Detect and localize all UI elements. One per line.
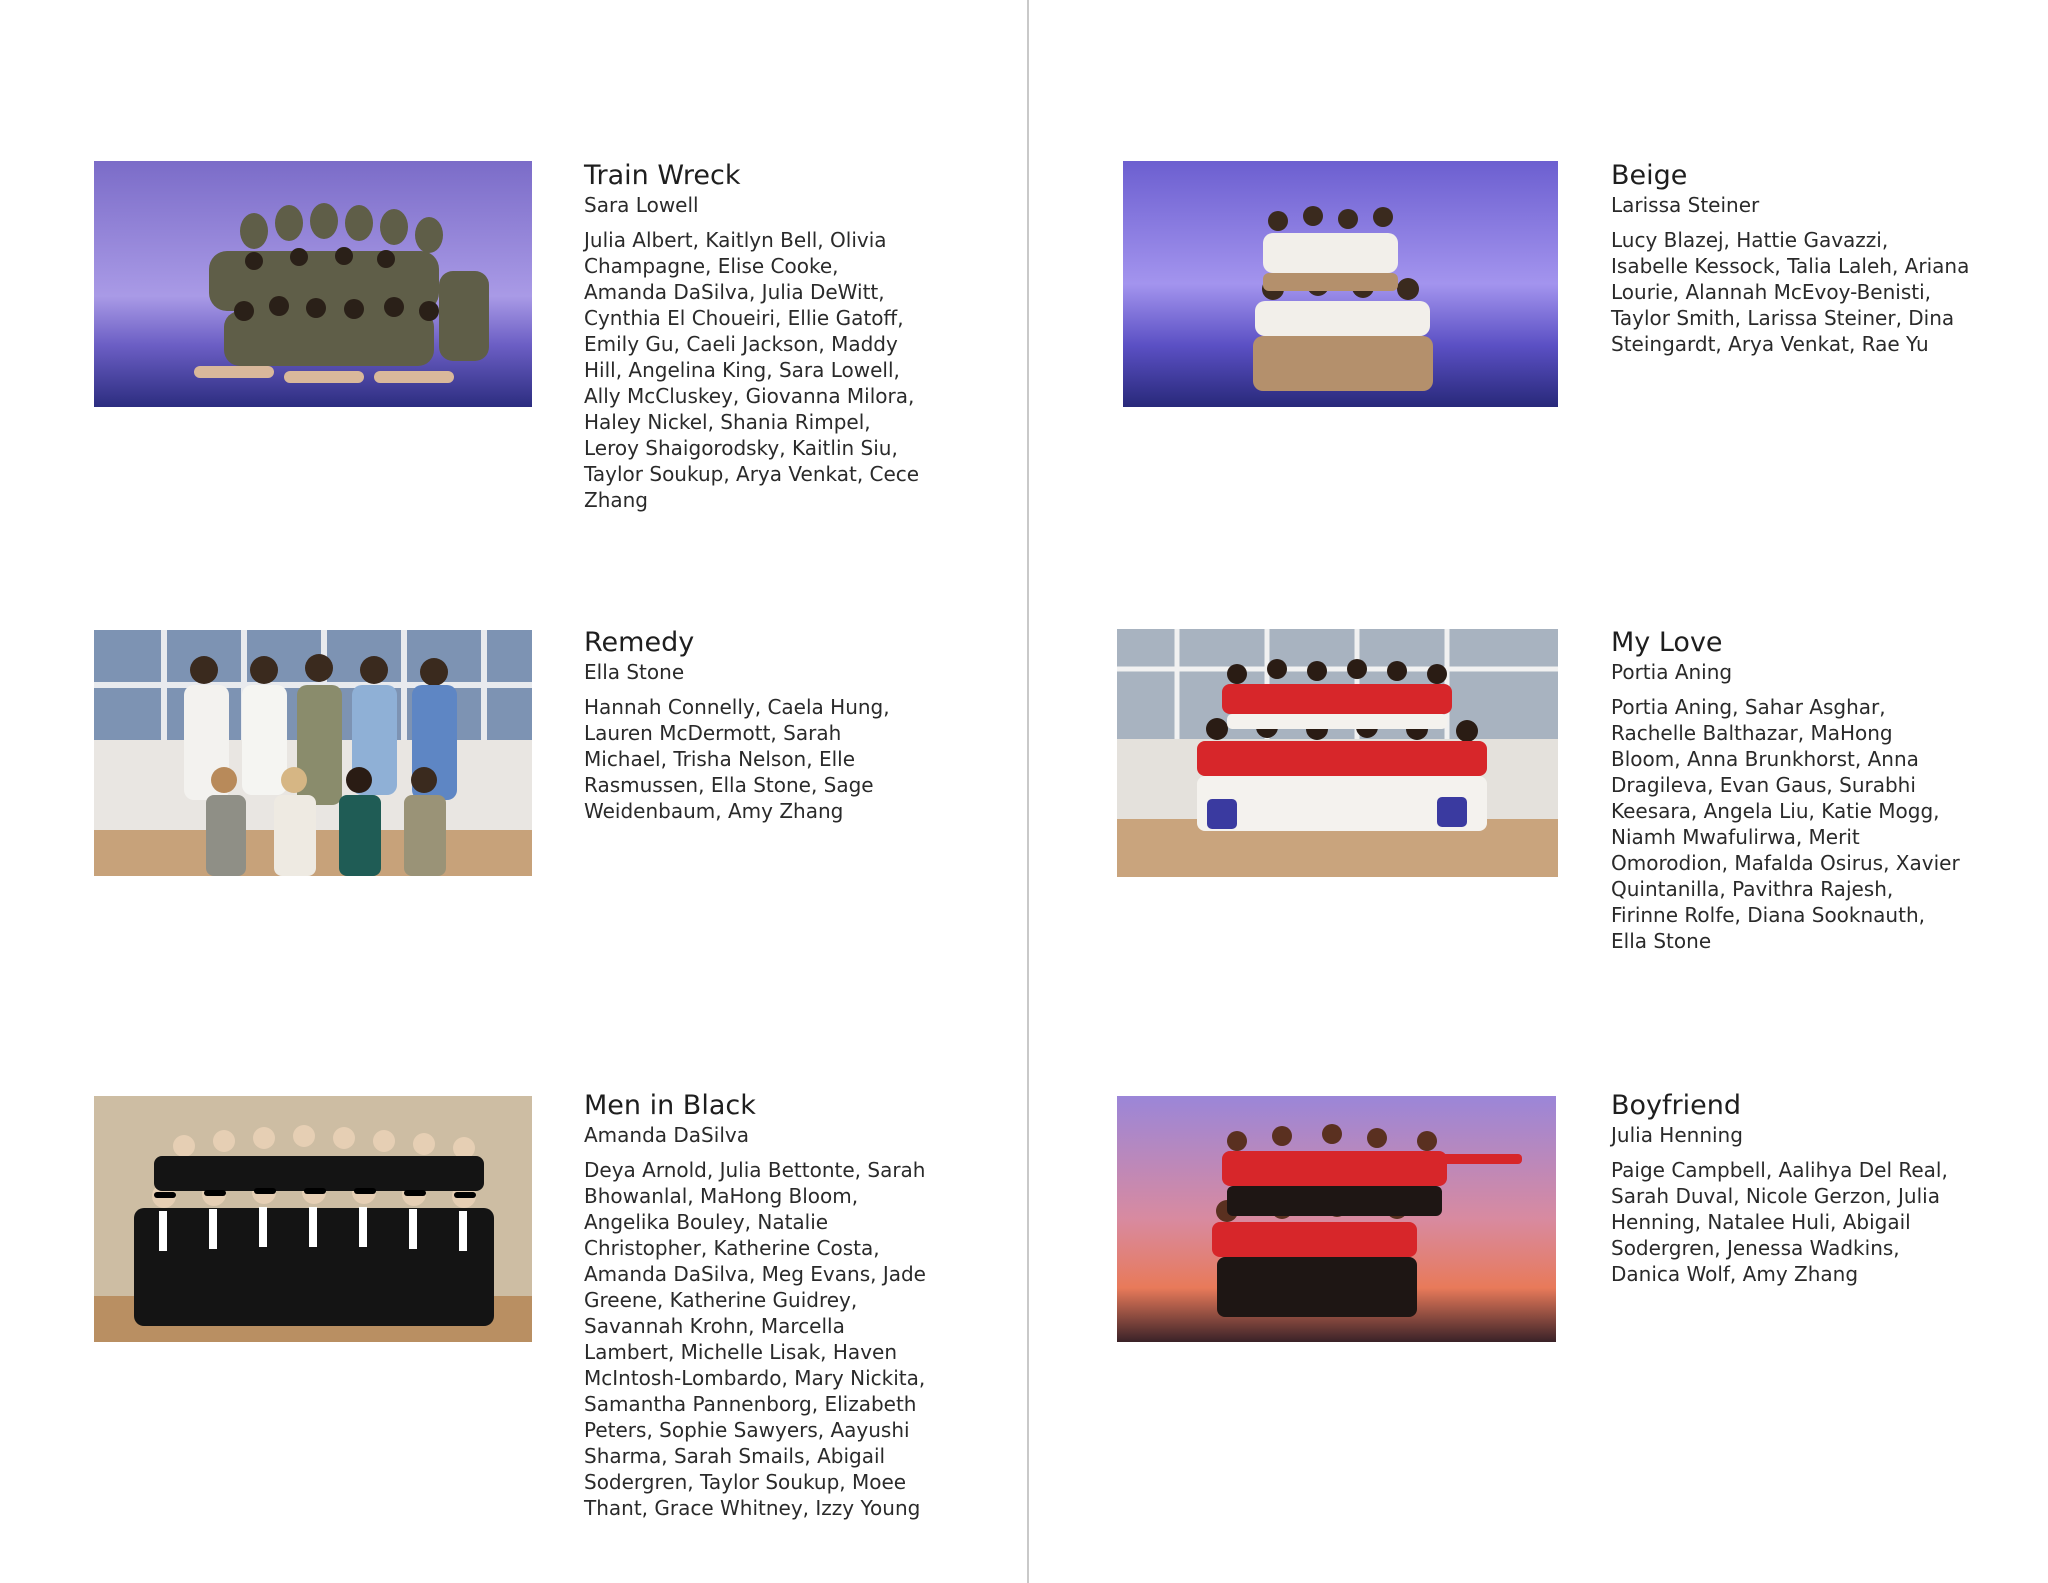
- dance-title: My Love: [1611, 627, 1723, 658]
- cast-list: Hannah Connelly, Caela Hung, Lauren McDermott, Sarah Michael, Trisha Nelson, Elle Rasmussen, Ella Stone, Sage Weidenbaum, Amy Zhang: [584, 695, 890, 823]
- dance-photo: [1123, 161, 1558, 407]
- choreographer-name: Sara Lowell: [584, 193, 699, 217]
- dance-title: Men in Black: [584, 1090, 756, 1121]
- dance-photo: [94, 630, 532, 876]
- dance-photo: [1117, 629, 1558, 877]
- cast-list: Deya Arnold, Julia Bettonte, Sarah Bhowanlal, MaHong Bloom, Angelika Bouley, Natalie Christopher, Katherine Costa, Amanda DaSilva, Meg Evans, Jade Greene, Katherine Guidrey, Savannah Krohn, Marcella Lambert, Michelle Lisak, Haven McIntosh-Lombardo, Mary Nickita, Samantha Pannenborg, Elizabeth Peters, Sophie Sawyers, Aayushi Sharma, Sarah Smails, Abigail Sodergren, Taylor Soukup, Moee Thant, Grace Whitney, Izzy Young: [584, 1158, 926, 1520]
- choreographer-name: Larissa Steiner: [1611, 193, 1760, 217]
- dance-photo: [1117, 1096, 1556, 1342]
- cast-list: Lucy Blazej, Hattie Gavazzi, Isabelle Kessock, Talia Laleh, Ariana Lourie, Alannah McEvoy-Benisti, Taylor Smith, Larissa Steiner, Dina Steingardt, Arya Venkat, Rae Yu: [1611, 228, 1970, 356]
- choreographer-name: Amanda DaSilva: [584, 1123, 749, 1147]
- dance-title: Train Wreck: [584, 160, 741, 191]
- choreographer-name: Portia Aning: [1611, 660, 1733, 684]
- dance-title: Boyfriend: [1611, 1090, 1741, 1121]
- dance-title: Beige: [1611, 160, 1688, 191]
- dance-photo: [94, 161, 532, 407]
- cast-list: Julia Albert, Kaitlyn Bell, Olivia Champagne, Elise Cooke, Amanda DaSilva, Julia DeWitt, Cynthia El Choueiri, Ellie Gatoff, Emily Gu, Caeli Jackson, Maddy Hill, Angelina King, Sara Lowell, Ally McCluskey, Giovanna Milora, Haley Nickel, Shania Rimpel, Leroy Shaigorodsky, Kaitlin Siu, Taylor Soukup, Arya Venkat, Cece Zhang: [584, 228, 920, 512]
- page-divider: [1027, 0, 1029, 1583]
- dance-photo: [94, 1096, 532, 1342]
- choreographer-name: Julia Henning: [1611, 1123, 1743, 1147]
- cast-list: Portia Aning, Sahar Asghar, Rachelle Balthazar, MaHong Bloom, Anna Brunkhorst, Anna Dragileva, Evan Gaus, Surabhi Keesara, Angela Liu, Katie Mogg, Niamh Mwafulirwa, Merit Omorodion, Mafalda Osirus, Xavier Quintanilla, Pavithra Rajesh, Firinne Rolfe, Diana Sooknauth, Ella Stone: [1611, 695, 1960, 953]
- choreographer-name: Ella Stone: [584, 660, 685, 684]
- cast-list: Paige Campbell, Aalihya Del Real, Sarah Duval, Nicole Gerzon, Julia Henning, Natalee Huli, Abigail Sodergren, Jenessa Wadkins, Danica Wolf, Amy Zhang: [1611, 1158, 1948, 1286]
- dance-title: Remedy: [584, 627, 695, 658]
